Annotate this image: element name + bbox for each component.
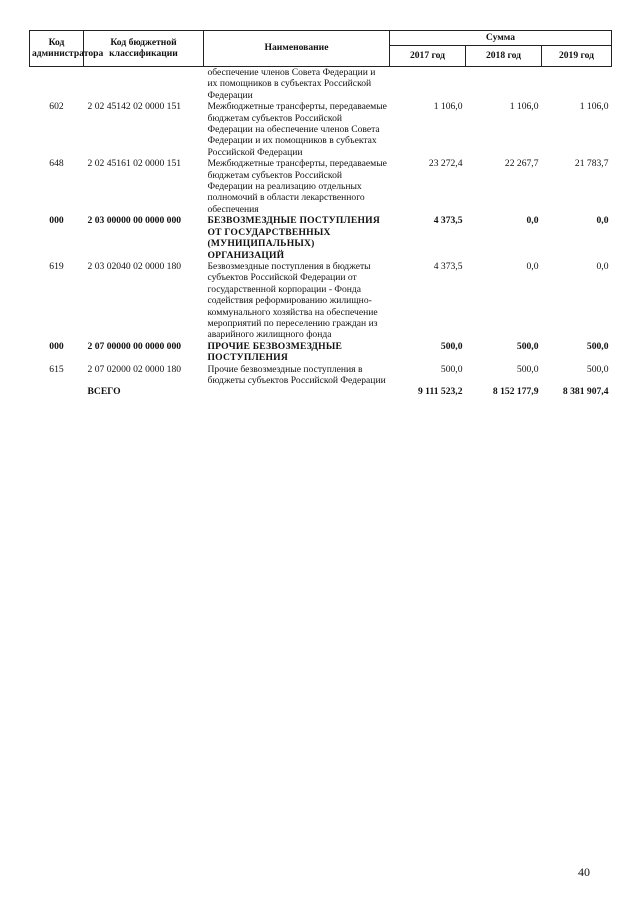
continuation-text: обеспечение членов Совета Федерации и их помощников в субъектах Российской Федерации [207, 67, 376, 101]
row-admin-code: 619 [49, 260, 64, 272]
row-sum-2018: 500,0 [516, 363, 539, 375]
row-sum-2018: 0,0 [526, 215, 539, 227]
row-sum-2017: 4 373,5 [433, 215, 463, 227]
row-admin-code: 602 [49, 101, 64, 113]
header-sum: Сумма [390, 31, 612, 46]
table-row [30, 364, 612, 387]
row-sum-2017: 500,0 [440, 340, 463, 352]
row-budget-code: 2 02 45161 02 0000 151 [87, 158, 182, 170]
row-name: Межбюджетные трансферты, передаваемые бюджетам субъектов Российской Федерации на реализацию отдельных полномочий в области лекарственного обеспечения [207, 158, 387, 215]
row-sum-2018: 22 267,7 [504, 158, 539, 170]
header-year-2018: 2018 год [466, 46, 542, 67]
row-admin-code: 000 [49, 215, 64, 227]
row-budget-code: 2 07 02000 02 0000 180 [87, 363, 182, 375]
table-row [30, 158, 612, 215]
row-budget-code: 2 02 45142 02 0000 151 [87, 101, 182, 113]
row-budget-code: 2 07 00000 00 0000 000 [87, 340, 182, 352]
table-row-section [30, 341, 612, 364]
row-sum-2018: 1 106,0 [509, 101, 539, 113]
row-sum-2019: 21 783,7 [574, 158, 609, 170]
row-sum-2019: 0,0 [596, 215, 609, 227]
table-row [30, 261, 612, 341]
row-name: Прочие безвозмездные поступления в бюджеты субъектов Российской Федерации [207, 363, 386, 386]
page-number: 40 [578, 865, 590, 879]
row-sum-2019: 0,0 [596, 260, 609, 272]
header-name: Наименование [204, 31, 390, 67]
total-sum-2017: 9 111 523,2 [417, 386, 463, 398]
row-sum-2018: 0,0 [526, 260, 539, 272]
row-admin-code: 648 [49, 158, 64, 170]
header-budget-code: Код бюджетной классификации [84, 31, 204, 67]
row-sum-2019: 500,0 [586, 363, 609, 375]
total-label: ВСЕГО [87, 386, 121, 398]
row-sum-2018: 500,0 [516, 340, 539, 352]
table-row-section [30, 215, 612, 261]
table-row-continuation [30, 67, 612, 102]
total-sum-2019: 8 381 907,4 [562, 386, 609, 398]
row-admin-code: 000 [49, 340, 64, 352]
row-sum-2017: 500,0 [440, 363, 463, 375]
table-row [30, 101, 612, 158]
row-sum-2017: 1 106,0 [433, 101, 463, 113]
row-budget-code: 2 03 02040 02 0000 180 [87, 260, 182, 272]
row-name: Безвозмездные поступления в бюджеты субъектов Российской Федерации от государственной корпорации - Фонда содействия реформированию жилищно-коммунального хозяйства на обеспечение мероприятий по переселению граждан из аварийного жилищного фонда [207, 260, 378, 341]
header-year-2019: 2019 год [542, 46, 612, 67]
row-name: ПРОЧИЕ БЕЗВОЗМЕЗДНЫЕ ПОСТУПЛЕНИЯ [207, 340, 343, 364]
header-year-2017: 2017 год [390, 46, 466, 67]
row-sum-2019: 1 106,0 [579, 101, 609, 113]
row-admin-code: 615 [49, 363, 64, 375]
header-admin-code: Код администратора [30, 31, 84, 67]
row-budget-code: 2 03 00000 00 0000 000 [87, 215, 182, 227]
row-sum-2019: 500,0 [586, 340, 609, 352]
row-name: Межбюджетные трансферты, передаваемые бюджетам субъектов Российской Федерации на обеспечение членов Совета Федерации и их помощников в субъектах Российской Федерации [207, 101, 387, 158]
total-sum-2018: 8 152 177,9 [492, 386, 539, 398]
row-sum-2017: 23 272,4 [428, 158, 463, 170]
row-name: БЕЗВОЗМЕЗДНЫЕ ПОСТУПЛЕНИЯ ОТ ГОСУДАРСТВЕННЫХ (МУНИЦИПАЛЬНЫХ) ОРГАНИЗАЦИЙ [207, 215, 380, 261]
row-sum-2017: 4 373,5 [433, 260, 463, 272]
table-row-total [30, 386, 612, 397]
budget-revenue-table [29, 30, 612, 398]
